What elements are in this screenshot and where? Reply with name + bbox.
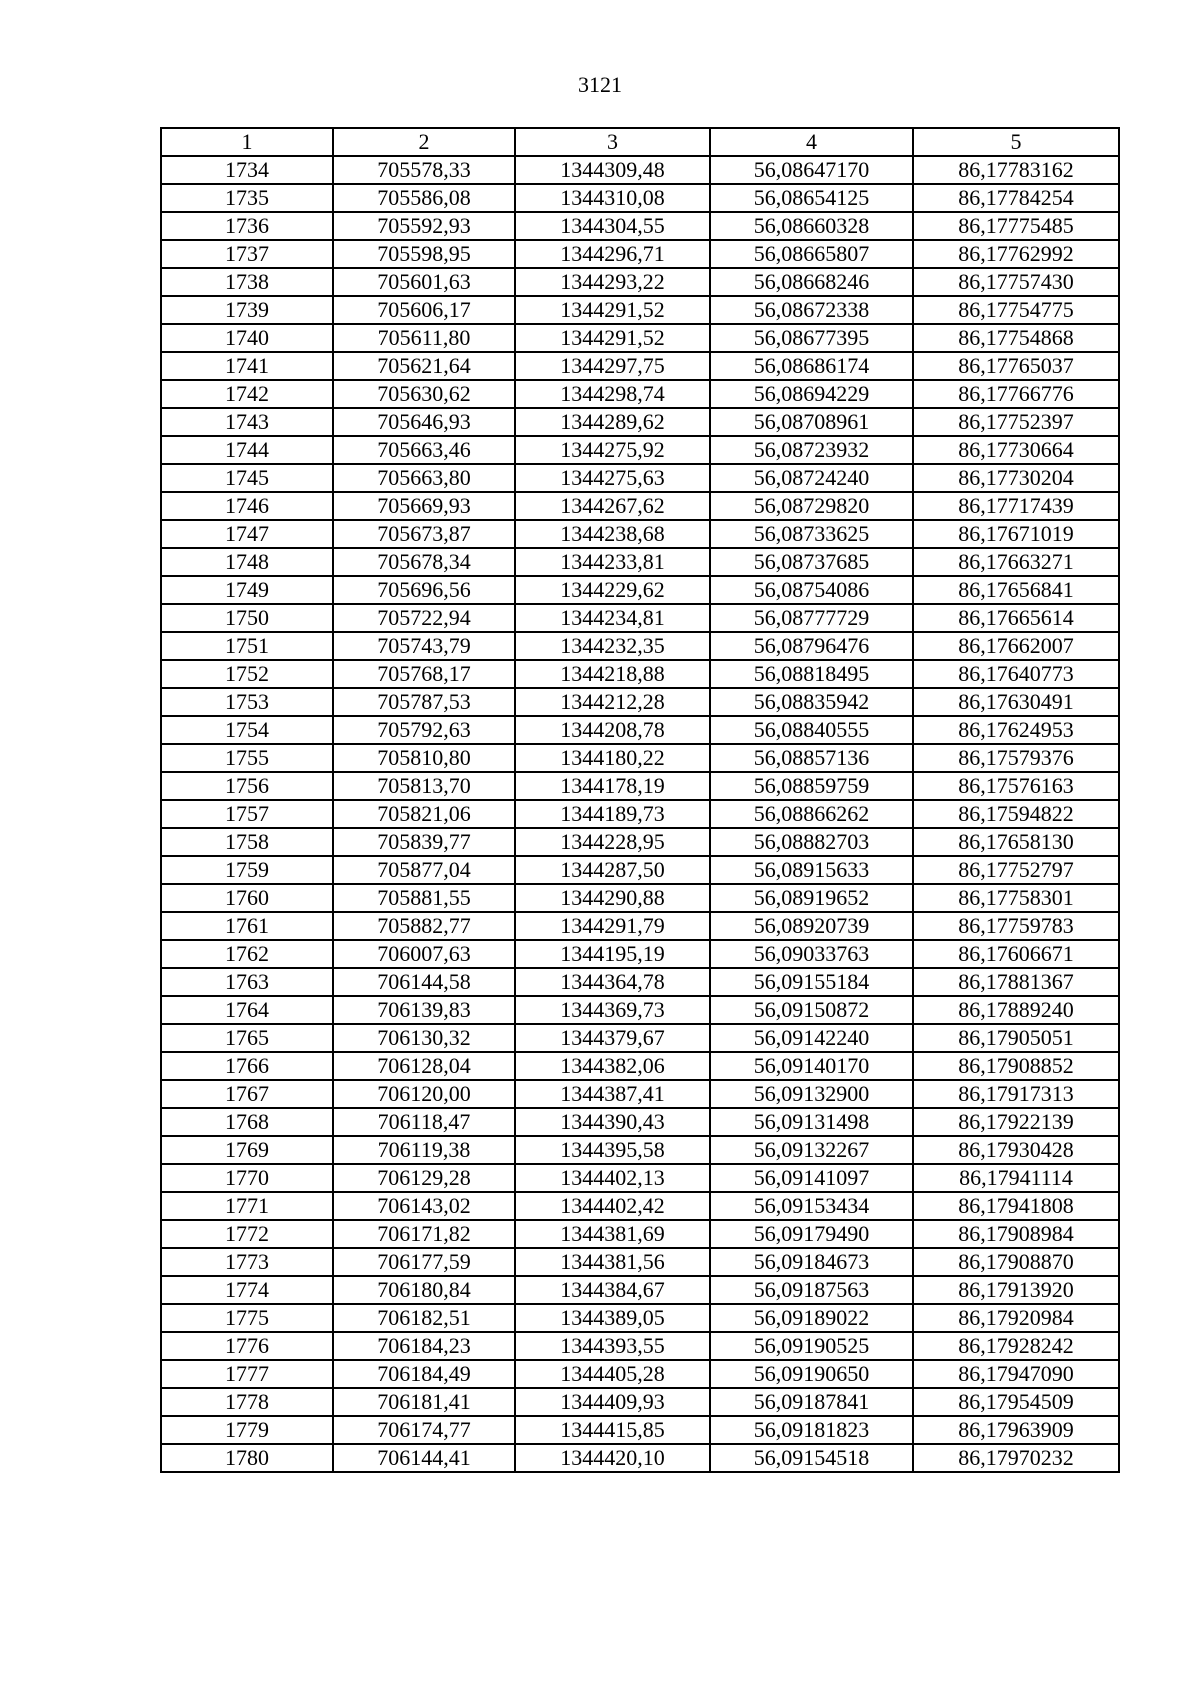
table-cell-col-1: 1759 — [161, 856, 333, 884]
table-cell-col-5: 86,17579376 — [913, 744, 1119, 772]
table-row — [161, 604, 1119, 632]
table-row — [161, 464, 1119, 492]
table-cell-col-5: 86,17665614 — [913, 604, 1119, 632]
table-cell-col-3: 1344384,67 — [515, 1276, 710, 1304]
table-cell-col-3: 1344393,55 — [515, 1332, 710, 1360]
table-cell-col-2: 705810,80 — [333, 744, 515, 772]
table-cell-col-5: 86,17730204 — [913, 464, 1119, 492]
table-row — [161, 240, 1119, 268]
table-cell-col-1: 1763 — [161, 968, 333, 996]
table-cell-col-2: 705839,77 — [333, 828, 515, 856]
table-cell-col-3: 1344415,85 — [515, 1416, 710, 1444]
table-row — [161, 352, 1119, 380]
column-header-1: 1 — [161, 128, 333, 156]
table-cell-col-2: 705586,08 — [333, 184, 515, 212]
table-cell-col-2: 706171,82 — [333, 1220, 515, 1248]
table-cell-col-3: 1344291,79 — [515, 912, 710, 940]
table-cell-col-4: 56,09179490 — [710, 1220, 913, 1248]
table-cell-col-5: 86,17630491 — [913, 688, 1119, 716]
table-row — [161, 1164, 1119, 1192]
table-cell-col-3: 1344178,19 — [515, 772, 710, 800]
table-cell-col-4: 56,09181823 — [710, 1416, 913, 1444]
table-row — [161, 1052, 1119, 1080]
table-cell-col-1: 1751 — [161, 632, 333, 660]
table-cell-col-1: 1766 — [161, 1052, 333, 1080]
table-cell-col-2: 705696,56 — [333, 576, 515, 604]
table-cell-col-2: 705606,17 — [333, 296, 515, 324]
table-cell-col-3: 1344364,78 — [515, 968, 710, 996]
table-cell-col-1: 1776 — [161, 1332, 333, 1360]
table-cell-col-4: 56,08647170 — [710, 156, 913, 184]
table-cell-col-1: 1754 — [161, 716, 333, 744]
table-cell-col-3: 1344390,43 — [515, 1108, 710, 1136]
table-cell-col-1: 1736 — [161, 212, 333, 240]
table-cell-col-3: 1344229,62 — [515, 576, 710, 604]
table-row — [161, 492, 1119, 520]
table-row — [161, 828, 1119, 856]
table-cell-col-2: 705821,06 — [333, 800, 515, 828]
table-cell-col-1: 1771 — [161, 1192, 333, 1220]
table-row — [161, 856, 1119, 884]
table-row — [161, 1108, 1119, 1136]
table-cell-col-4: 56,08866262 — [710, 800, 913, 828]
table-cell-col-1: 1758 — [161, 828, 333, 856]
table-cell-col-4: 56,08677395 — [710, 324, 913, 352]
table-cell-col-4: 56,09190525 — [710, 1332, 913, 1360]
table-cell-col-5: 86,17663271 — [913, 548, 1119, 576]
table-cell-col-4: 56,08660328 — [710, 212, 913, 240]
table-cell-col-5: 86,17766776 — [913, 380, 1119, 408]
table-cell-col-2: 706184,23 — [333, 1332, 515, 1360]
table-row — [161, 716, 1119, 744]
table-row — [161, 324, 1119, 352]
table-cell-col-4: 56,08708961 — [710, 408, 913, 436]
table-cell-col-3: 1344287,50 — [515, 856, 710, 884]
table-cell-col-1: 1740 — [161, 324, 333, 352]
table-row — [161, 660, 1119, 688]
table-cell-col-5: 86,17576163 — [913, 772, 1119, 800]
table-cell-col-3: 1344228,95 — [515, 828, 710, 856]
table-cell-col-3: 1344275,92 — [515, 436, 710, 464]
table-cell-col-3: 1344267,62 — [515, 492, 710, 520]
table-cell-col-2: 705646,93 — [333, 408, 515, 436]
table-cell-col-3: 1344420,10 — [515, 1444, 710, 1472]
table-cell-col-1: 1749 — [161, 576, 333, 604]
table-cell-col-2: 705877,04 — [333, 856, 515, 884]
table-cell-col-1: 1768 — [161, 1108, 333, 1136]
table-cell-col-2: 705663,46 — [333, 436, 515, 464]
table-cell-col-5: 86,17594822 — [913, 800, 1119, 828]
column-header-2: 2 — [333, 128, 515, 156]
table-cell-col-5: 86,17765037 — [913, 352, 1119, 380]
table-cell-col-3: 1344381,69 — [515, 1220, 710, 1248]
table-cell-col-1: 1745 — [161, 464, 333, 492]
table-cell-col-1: 1760 — [161, 884, 333, 912]
table-cell-col-2: 706177,59 — [333, 1248, 515, 1276]
table-cell-col-4: 56,09187563 — [710, 1276, 913, 1304]
coordinates-table — [160, 127, 1120, 1473]
table-cell-col-5: 86,17908852 — [913, 1052, 1119, 1080]
table-row — [161, 632, 1119, 660]
table-row — [161, 772, 1119, 800]
table-row — [161, 688, 1119, 716]
table-cell-col-2: 705881,55 — [333, 884, 515, 912]
table-cell-col-1: 1765 — [161, 1024, 333, 1052]
column-header-3: 3 — [515, 128, 710, 156]
table-row — [161, 1360, 1119, 1388]
table-row — [161, 156, 1119, 184]
table-cell-col-4: 56,09132267 — [710, 1136, 913, 1164]
table-cell-col-4: 56,09141097 — [710, 1164, 913, 1192]
table-cell-col-4: 56,09184673 — [710, 1248, 913, 1276]
table-cell-col-5: 86,17954509 — [913, 1388, 1119, 1416]
table-cell-col-3: 1344297,75 — [515, 352, 710, 380]
table-cell-col-2: 705722,94 — [333, 604, 515, 632]
table-row — [161, 296, 1119, 324]
table-cell-col-4: 56,08796476 — [710, 632, 913, 660]
table-cell-col-3: 1344212,28 — [515, 688, 710, 716]
table-row — [161, 1220, 1119, 1248]
table-cell-col-2: 706139,83 — [333, 996, 515, 1024]
table-cell-col-5: 86,17606671 — [913, 940, 1119, 968]
table-row — [161, 1332, 1119, 1360]
table-cell-col-1: 1769 — [161, 1136, 333, 1164]
table-cell-col-5: 86,17752797 — [913, 856, 1119, 884]
table-cell-col-4: 56,08665807 — [710, 240, 913, 268]
table-cell-col-3: 1344238,68 — [515, 520, 710, 548]
table-row — [161, 1248, 1119, 1276]
table-cell-col-3: 1344389,05 — [515, 1304, 710, 1332]
table-header — [161, 128, 1119, 156]
table-cell-col-3: 1344402,42 — [515, 1192, 710, 1220]
table-cell-col-2: 706129,28 — [333, 1164, 515, 1192]
table-cell-col-5: 86,17656841 — [913, 576, 1119, 604]
table-cell-col-5: 86,17941808 — [913, 1192, 1119, 1220]
table-cell-col-2: 706144,41 — [333, 1444, 515, 1472]
table-cell-col-4: 56,08882703 — [710, 828, 913, 856]
table-cell-col-2: 706174,77 — [333, 1416, 515, 1444]
table-cell-col-1: 1755 — [161, 744, 333, 772]
table-cell-col-1: 1738 — [161, 268, 333, 296]
table-cell-col-1: 1741 — [161, 352, 333, 380]
table-cell-col-1: 1757 — [161, 800, 333, 828]
table-cell-col-5: 86,17775485 — [913, 212, 1119, 240]
table-cell-col-4: 56,08777729 — [710, 604, 913, 632]
table-cell-col-2: 705621,64 — [333, 352, 515, 380]
table-cell-col-1: 1779 — [161, 1416, 333, 1444]
table-cell-col-4: 56,08857136 — [710, 744, 913, 772]
table-cell-col-4: 56,09131498 — [710, 1108, 913, 1136]
table-cell-col-2: 706181,41 — [333, 1388, 515, 1416]
table-cell-col-3: 1344382,06 — [515, 1052, 710, 1080]
table-cell-col-3: 1344291,52 — [515, 324, 710, 352]
table-cell-col-4: 56,09033763 — [710, 940, 913, 968]
table-cell-col-4: 56,09155184 — [710, 968, 913, 996]
table-cell-col-5: 86,17963909 — [913, 1416, 1119, 1444]
table-cell-col-3: 1344298,74 — [515, 380, 710, 408]
table-row — [161, 800, 1119, 828]
table-cell-col-5: 86,17970232 — [913, 1444, 1119, 1472]
table-cell-col-2: 706118,47 — [333, 1108, 515, 1136]
table-cell-col-2: 706143,02 — [333, 1192, 515, 1220]
table-cell-col-2: 705792,63 — [333, 716, 515, 744]
table-row — [161, 940, 1119, 968]
table-cell-col-5: 86,17717439 — [913, 492, 1119, 520]
table-cell-col-1: 1753 — [161, 688, 333, 716]
table-cell-col-2: 706119,38 — [333, 1136, 515, 1164]
table-row — [161, 268, 1119, 296]
table-cell-col-1: 1778 — [161, 1388, 333, 1416]
table-cell-col-1: 1752 — [161, 660, 333, 688]
table-cell-col-4: 56,08724240 — [710, 464, 913, 492]
table-cell-col-2: 705598,95 — [333, 240, 515, 268]
table-cell-col-3: 1344387,41 — [515, 1080, 710, 1108]
table-cell-col-5: 86,17754868 — [913, 324, 1119, 352]
table-cell-col-1: 1780 — [161, 1444, 333, 1472]
table-cell-col-3: 1344309,48 — [515, 156, 710, 184]
table-cell-col-2: 705768,17 — [333, 660, 515, 688]
table-row — [161, 408, 1119, 436]
table-cell-col-1: 1737 — [161, 240, 333, 268]
table-cell-col-1: 1735 — [161, 184, 333, 212]
table-cell-col-4: 56,08754086 — [710, 576, 913, 604]
table-cell-col-4: 56,08818495 — [710, 660, 913, 688]
table-cell-col-4: 56,08686174 — [710, 352, 913, 380]
table-row — [161, 1416, 1119, 1444]
table-cell-col-1: 1775 — [161, 1304, 333, 1332]
table-cell-col-3: 1344381,56 — [515, 1248, 710, 1276]
table-cell-col-3: 1344379,67 — [515, 1024, 710, 1052]
table-cell-col-4: 56,08919652 — [710, 884, 913, 912]
table-cell-col-5: 86,17624953 — [913, 716, 1119, 744]
column-header-4: 4 — [710, 128, 913, 156]
table-cell-col-5: 86,17917313 — [913, 1080, 1119, 1108]
table-cell-col-5: 86,17757430 — [913, 268, 1119, 296]
table-cell-col-4: 56,09187841 — [710, 1388, 913, 1416]
table-cell-col-3: 1344310,08 — [515, 184, 710, 212]
table-row — [161, 212, 1119, 240]
table-cell-col-1: 1747 — [161, 520, 333, 548]
table-cell-col-5: 86,17784254 — [913, 184, 1119, 212]
table-cell-col-1: 1744 — [161, 436, 333, 464]
table-cell-col-1: 1756 — [161, 772, 333, 800]
table-cell-col-3: 1344275,63 — [515, 464, 710, 492]
table-cell-col-2: 705813,70 — [333, 772, 515, 800]
table-cell-col-3: 1344180,22 — [515, 744, 710, 772]
table-cell-col-1: 1743 — [161, 408, 333, 436]
table-cell-col-5: 86,17752397 — [913, 408, 1119, 436]
table-cell-col-2: 706130,32 — [333, 1024, 515, 1052]
column-header-5: 5 — [913, 128, 1119, 156]
table-cell-col-4: 56,08915633 — [710, 856, 913, 884]
table-cell-col-3: 1344402,13 — [515, 1164, 710, 1192]
table-row — [161, 520, 1119, 548]
table-cell-col-2: 705669,93 — [333, 492, 515, 520]
table-row — [161, 968, 1119, 996]
table-cell-col-5: 86,17730664 — [913, 436, 1119, 464]
table-cell-col-3: 1344405,28 — [515, 1360, 710, 1388]
table-cell-col-1: 1742 — [161, 380, 333, 408]
table-cell-col-3: 1344208,78 — [515, 716, 710, 744]
table-cell-col-2: 705601,63 — [333, 268, 515, 296]
table-cell-col-5: 86,17754775 — [913, 296, 1119, 324]
table-cell-col-5: 86,17930428 — [913, 1136, 1119, 1164]
table-cell-col-1: 1761 — [161, 912, 333, 940]
table-cell-col-1: 1774 — [161, 1276, 333, 1304]
table-cell-col-3: 1344218,88 — [515, 660, 710, 688]
table-cell-col-3: 1344304,55 — [515, 212, 710, 240]
table-cell-col-4: 56,08729820 — [710, 492, 913, 520]
table-cell-col-2: 706007,63 — [333, 940, 515, 968]
table-cell-col-5: 86,17913920 — [913, 1276, 1119, 1304]
table-row — [161, 380, 1119, 408]
table-cell-col-2: 705592,93 — [333, 212, 515, 240]
table-cell-col-4: 56,09132900 — [710, 1080, 913, 1108]
table-cell-col-4: 56,08920739 — [710, 912, 913, 940]
table-cell-col-4: 56,08840555 — [710, 716, 913, 744]
table-cell-col-5: 86,17920984 — [913, 1304, 1119, 1332]
table-cell-col-4: 56,09140170 — [710, 1052, 913, 1080]
table-cell-col-4: 56,08733625 — [710, 520, 913, 548]
table-cell-col-4: 56,09190650 — [710, 1360, 913, 1388]
table-cell-col-4: 56,09154518 — [710, 1444, 913, 1472]
table-cell-col-4: 56,08835942 — [710, 688, 913, 716]
table-row — [161, 1276, 1119, 1304]
table-cell-col-1: 1767 — [161, 1080, 333, 1108]
table-cell-col-2: 706120,00 — [333, 1080, 515, 1108]
table-cell-col-1: 1764 — [161, 996, 333, 1024]
table-cell-col-4: 56,08737685 — [710, 548, 913, 576]
table-row — [161, 912, 1119, 940]
table-cell-col-5: 86,17941114 — [913, 1164, 1119, 1192]
table-cell-col-1: 1772 — [161, 1220, 333, 1248]
table-cell-col-2: 705882,77 — [333, 912, 515, 940]
table-cell-col-1: 1777 — [161, 1360, 333, 1388]
table-row — [161, 996, 1119, 1024]
table-cell-col-3: 1344195,19 — [515, 940, 710, 968]
table-cell-col-3: 1344232,35 — [515, 632, 710, 660]
table-row — [161, 1444, 1119, 1472]
table-cell-col-5: 86,17671019 — [913, 520, 1119, 548]
table-cell-col-2: 706180,84 — [333, 1276, 515, 1304]
table-cell-col-4: 56,08723932 — [710, 436, 913, 464]
table-cell-col-3: 1344290,88 — [515, 884, 710, 912]
table-cell-col-5: 86,17905051 — [913, 1024, 1119, 1052]
table-cell-col-2: 705630,62 — [333, 380, 515, 408]
table-cell-col-3: 1344395,58 — [515, 1136, 710, 1164]
table-cell-col-2: 705743,79 — [333, 632, 515, 660]
table-cell-col-3: 1344233,81 — [515, 548, 710, 576]
table-cell-col-2: 706184,49 — [333, 1360, 515, 1388]
table-cell-col-1: 1770 — [161, 1164, 333, 1192]
table-row — [161, 1080, 1119, 1108]
table-cell-col-5: 86,17658130 — [913, 828, 1119, 856]
table-cell-col-5: 86,17783162 — [913, 156, 1119, 184]
table-cell-col-4: 56,09153434 — [710, 1192, 913, 1220]
table-cell-col-4: 56,08668246 — [710, 268, 913, 296]
table-cell-col-4: 56,09142240 — [710, 1024, 913, 1052]
header-row — [161, 128, 1119, 156]
table-cell-col-1: 1734 — [161, 156, 333, 184]
table-cell-col-1: 1746 — [161, 492, 333, 520]
page-number: 3121 — [578, 72, 622, 97]
table-cell-col-4: 56,08672338 — [710, 296, 913, 324]
table-cell-col-3: 1344234,81 — [515, 604, 710, 632]
table-cell-col-3: 1344291,52 — [515, 296, 710, 324]
table-cell-col-1: 1773 — [161, 1248, 333, 1276]
table-cell-col-5: 86,17947090 — [913, 1360, 1119, 1388]
table-cell-col-5: 86,17758301 — [913, 884, 1119, 912]
table-cell-col-3: 1344293,22 — [515, 268, 710, 296]
table-cell-col-1: 1739 — [161, 296, 333, 324]
table-cell-col-5: 86,17640773 — [913, 660, 1119, 688]
table-body — [161, 156, 1119, 1472]
table-row — [161, 1388, 1119, 1416]
table-cell-col-5: 86,17759783 — [913, 912, 1119, 940]
table-row — [161, 1304, 1119, 1332]
table-cell-col-4: 56,08694229 — [710, 380, 913, 408]
table-cell-col-2: 706128,04 — [333, 1052, 515, 1080]
table-row — [161, 1136, 1119, 1164]
table-row — [161, 1024, 1119, 1052]
table-cell-col-4: 56,08859759 — [710, 772, 913, 800]
table-row — [161, 1192, 1119, 1220]
table-cell-col-5: 86,17889240 — [913, 996, 1119, 1024]
table-cell-col-2: 705663,80 — [333, 464, 515, 492]
table-cell-col-4: 56,08654125 — [710, 184, 913, 212]
table-row — [161, 184, 1119, 212]
table-cell-col-2: 705611,80 — [333, 324, 515, 352]
table-cell-col-1: 1750 — [161, 604, 333, 632]
table-cell-col-5: 86,17762992 — [913, 240, 1119, 268]
table-cell-col-4: 56,09189022 — [710, 1304, 913, 1332]
table-row — [161, 884, 1119, 912]
table-cell-col-5: 86,17922139 — [913, 1108, 1119, 1136]
table-cell-col-2: 706182,51 — [333, 1304, 515, 1332]
table-cell-col-2: 705578,33 — [333, 156, 515, 184]
table-cell-col-3: 1344296,71 — [515, 240, 710, 268]
table-cell-col-5: 86,17662007 — [913, 632, 1119, 660]
table-cell-col-5: 86,17908984 — [913, 1220, 1119, 1248]
table-cell-col-2: 705787,53 — [333, 688, 515, 716]
table-cell-col-4: 56,09150872 — [710, 996, 913, 1024]
table-cell-col-3: 1344289,62 — [515, 408, 710, 436]
table-row — [161, 436, 1119, 464]
table-cell-col-1: 1762 — [161, 940, 333, 968]
table-cell-col-2: 705673,87 — [333, 520, 515, 548]
table-cell-col-5: 86,17908870 — [913, 1248, 1119, 1276]
table-cell-col-5: 86,17928242 — [913, 1332, 1119, 1360]
table-cell-col-2: 705678,34 — [333, 548, 515, 576]
table-cell-col-3: 1344189,73 — [515, 800, 710, 828]
table-cell-col-3: 1344409,93 — [515, 1388, 710, 1416]
table-row — [161, 576, 1119, 604]
table-cell-col-3: 1344369,73 — [515, 996, 710, 1024]
table-cell-col-1: 1748 — [161, 548, 333, 576]
table-row — [161, 744, 1119, 772]
table-cell-col-5: 86,17881367 — [913, 968, 1119, 996]
table-row — [161, 548, 1119, 576]
table-cell-col-2: 706144,58 — [333, 968, 515, 996]
